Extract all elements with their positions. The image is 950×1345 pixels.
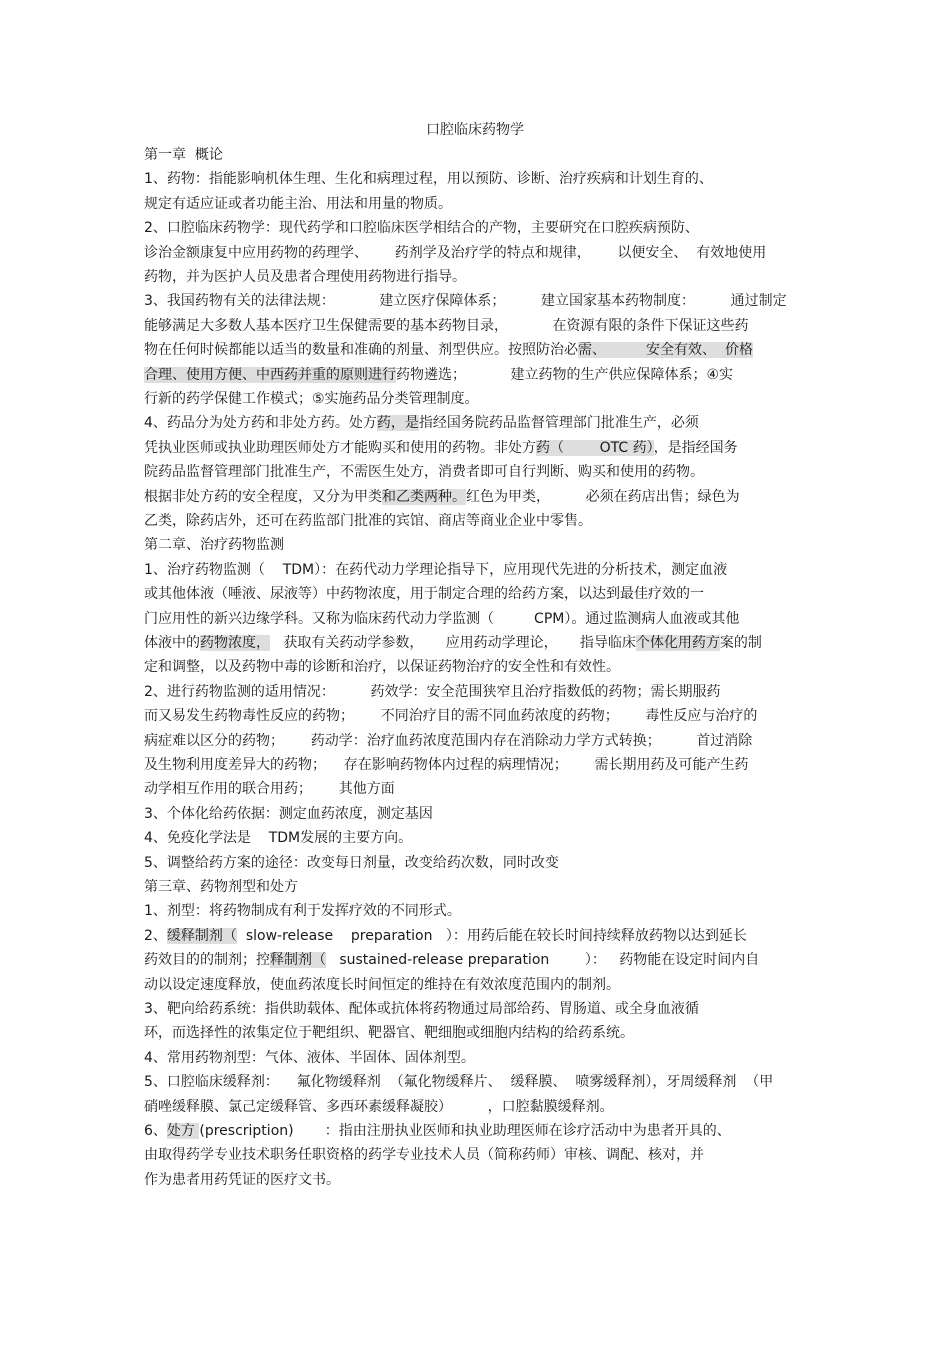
highlighted-text: 药物浓度，: [200, 635, 270, 651]
text-segment: sustained-release preparation ）： 药物能在设定时间内自: [326, 952, 760, 969]
highlighted-text: 合理、使用方便、中西药并重的原则进行: [144, 366, 396, 383]
text-line: 1、药物：指能影响机体生理、生化和病理过程，用以预防、诊断、治疗疾病和计划生育的、: [144, 171, 713, 188]
highlighted-text: 释制剂（: [270, 952, 326, 969]
text-segment: ，是指经国务: [653, 439, 738, 456]
text-line: 规定有适应证或者功能主治、用法和用量的物质。: [144, 195, 452, 212]
text-segment: 物在任何时候都能以适当的数量和准确的剂量、剂型供应。按照防治必: [144, 342, 578, 359]
text-segment: 药效目的的制剂；控: [144, 952, 270, 969]
text-line: 能够满足大多数人基本医疗卫生保健需要的基本药物目录， 在资源有限的条件下保证这些药: [144, 317, 749, 334]
text-line: 3、靶向给药系统：指供助载体、配体或抗体将药物通过局部给药、胃肠道、或全身血液循: [144, 1001, 699, 1017]
highlighted-text: 个体化用药方: [635, 635, 720, 651]
text-line: 4、常用药物剂型：气体、液体、半固体、固体剂型。: [144, 1049, 475, 1066]
text-segment: slow-release preparation ）：用药后能在较长时间持续释放药物以达到延长: [236, 927, 747, 944]
text-segment: 药物遴选； 建立药物的生产供应保障体系；④实: [396, 366, 734, 383]
text-segment: 案的制: [719, 635, 762, 651]
text-line: [144, 438, 806, 458]
text-line: 硝唑缓释膜、氯己定缓释管、多西环素缓释凝胶） ，口腔黏膜缓释剂。: [144, 1098, 614, 1115]
text-segment: 红色为甲类， 必须在药店出售；绿色为: [466, 488, 740, 505]
text-line: [144, 926, 806, 946]
text-line: 动学相互作用的联合用药； 其他方面: [144, 781, 395, 798]
text-line: 诊治金额康复中应用药物的药理学、 药剂学及治疗学的特点和规律， 以便安全、 有效地使用: [144, 244, 767, 261]
highlighted-text: 缓释制剂（: [166, 927, 237, 944]
text-segment: 4、药品分为处方药和非处方药。处方: [144, 415, 377, 432]
text-line: 3、个体化给药依据：测定血药浓度，测定基因: [144, 805, 433, 822]
document-title: 口腔临床药物学: [426, 122, 524, 138]
text-line: 院药品监督管理部门批准生产，不需医生处方，消费者即可自行判断、购买和使用的药物。: [144, 464, 704, 481]
highlighted-text: 药（ OTC 药）: [536, 439, 654, 456]
text-line: 而又易发生药物毒性反应的药物； 不同治疗目的需不同血药浓度的药物； 毒性反应与治疗的: [144, 708, 758, 725]
text-line: [144, 950, 806, 970]
highlighted-text: 处方: [166, 1123, 200, 1139]
text-line: 动以设定速度释放，使血药浓度长时间恒定的维持在有效浓度范围内的制剂。: [144, 976, 620, 993]
text-line: 1、剂型：将药物制成有利于发挥疗效的不同形式。: [144, 903, 461, 920]
text-segment: 获取有关药动学参数， 应用药动学理论， 指导临床: [270, 635, 636, 651]
highlighted-text: 药，是: [376, 415, 419, 432]
text-line: 5、口腔临床缓释剂： 氟化物缓释剂 （氟化物缓释片、 缓释膜、 喷雾缓释剂），牙周缓释剂 （甲: [144, 1074, 774, 1091]
text-line: 3、我国药物有关的法律法规： 建立医疗保障体系； 建立国家基本药物制度： 通过制定: [144, 293, 787, 310]
text-line: 2、进行药物监测的适用情况： 药效学：安全范围狭窄且治疗指数低的药物；需长期服药: [144, 683, 721, 700]
text-line: 第三章、药物剂型和处方: [144, 879, 298, 895]
text-line: 4、免疫化学法是 TDM发展的主要方向。: [144, 830, 413, 847]
text-line: 门应用性的新兴边缘学科。又称为临床药代动力学监测（ CPM）。通过监测病人血液或其他: [144, 610, 740, 627]
text-segment: 6、: [144, 1123, 167, 1139]
text-line: 病症难以区分的药物； 药动学：治疗血药浓度范围内存在消除动力学方式转换； 首过消除: [144, 732, 753, 749]
text-line: 第一章 概论: [144, 147, 223, 163]
text-line: 第二章、治疗药物监测: [144, 537, 284, 554]
text-line: [144, 633, 806, 653]
text-line: [144, 1121, 806, 1141]
text-line: 作为患者用药凭证的医疗文书。: [144, 1171, 340, 1188]
text-segment: 根据非处方药的安全程度，又分为甲类: [144, 488, 382, 505]
text-segment: 2、: [144, 927, 167, 944]
highlighted-text: 需、 安全有效、 价格: [578, 342, 753, 359]
text-line: 2、口腔临床药物学：现代药学和口腔临床医学相结合的产物，主要研究在口腔疾病预防、: [144, 220, 699, 237]
text-line: 乙类，除药店外，还可在药监部门批准的宾馆、商店等商业企业中零售。: [144, 513, 592, 529]
text-segment: 体液中的: [144, 635, 200, 651]
text-segment: (prescription) ：指由注册执业医师和执业助理医师在诊疗活动中为患者开具的、: [199, 1123, 731, 1139]
text-line: 5、调整给药方案的途径：改变每日剂量，改变给药次数，同时改变: [144, 854, 559, 871]
text-line: [144, 413, 806, 433]
text-segment: 凭执业医师或执业助理医师处方才能购买和使用的药物。非处方: [144, 439, 536, 456]
text-segment: 指经国务院药品监督管理部门批准生产，必须: [418, 415, 699, 432]
text-line: [144, 365, 806, 385]
text-line: 由取得药学专业技术职务任职资格的药学专业技术人员（简称药师）审核、调配、核对，并: [144, 1147, 704, 1164]
text-line: [144, 487, 806, 507]
text-line: 定和调整，以及药物中毒的诊断和治疗，以保证药物治疗的安全性和有效性。: [144, 659, 620, 676]
text-line: 或其他体液（唾液、尿液等）中药物浓度，用于制定合理的给药方案，以达到最佳疗效的一: [144, 586, 704, 603]
text-line: [144, 340, 806, 360]
text-line: 药物，并为医护人员及患者合理使用药物进行指导。: [144, 269, 466, 285]
text-line: 环，而选择性的浓集定位于靶组织、靶器官、靶细胞或细胞内结构的给药系统。: [144, 1025, 634, 1042]
text-line: 1、治疗药物监测（ TDM）：在药代动力学理论指导下，应用现代先进的分析技术，测定血液: [144, 561, 728, 578]
text-line: 行新的药学保健工作模式；⑤实施药品分类管理制度。: [144, 391, 479, 407]
text-line: 及生物利用度差异大的药物； 存在影响药物体内过程的病理情况； 需长期用药及可能产生药: [144, 757, 749, 773]
highlighted-text: 和乙类两种。: [382, 488, 466, 505]
